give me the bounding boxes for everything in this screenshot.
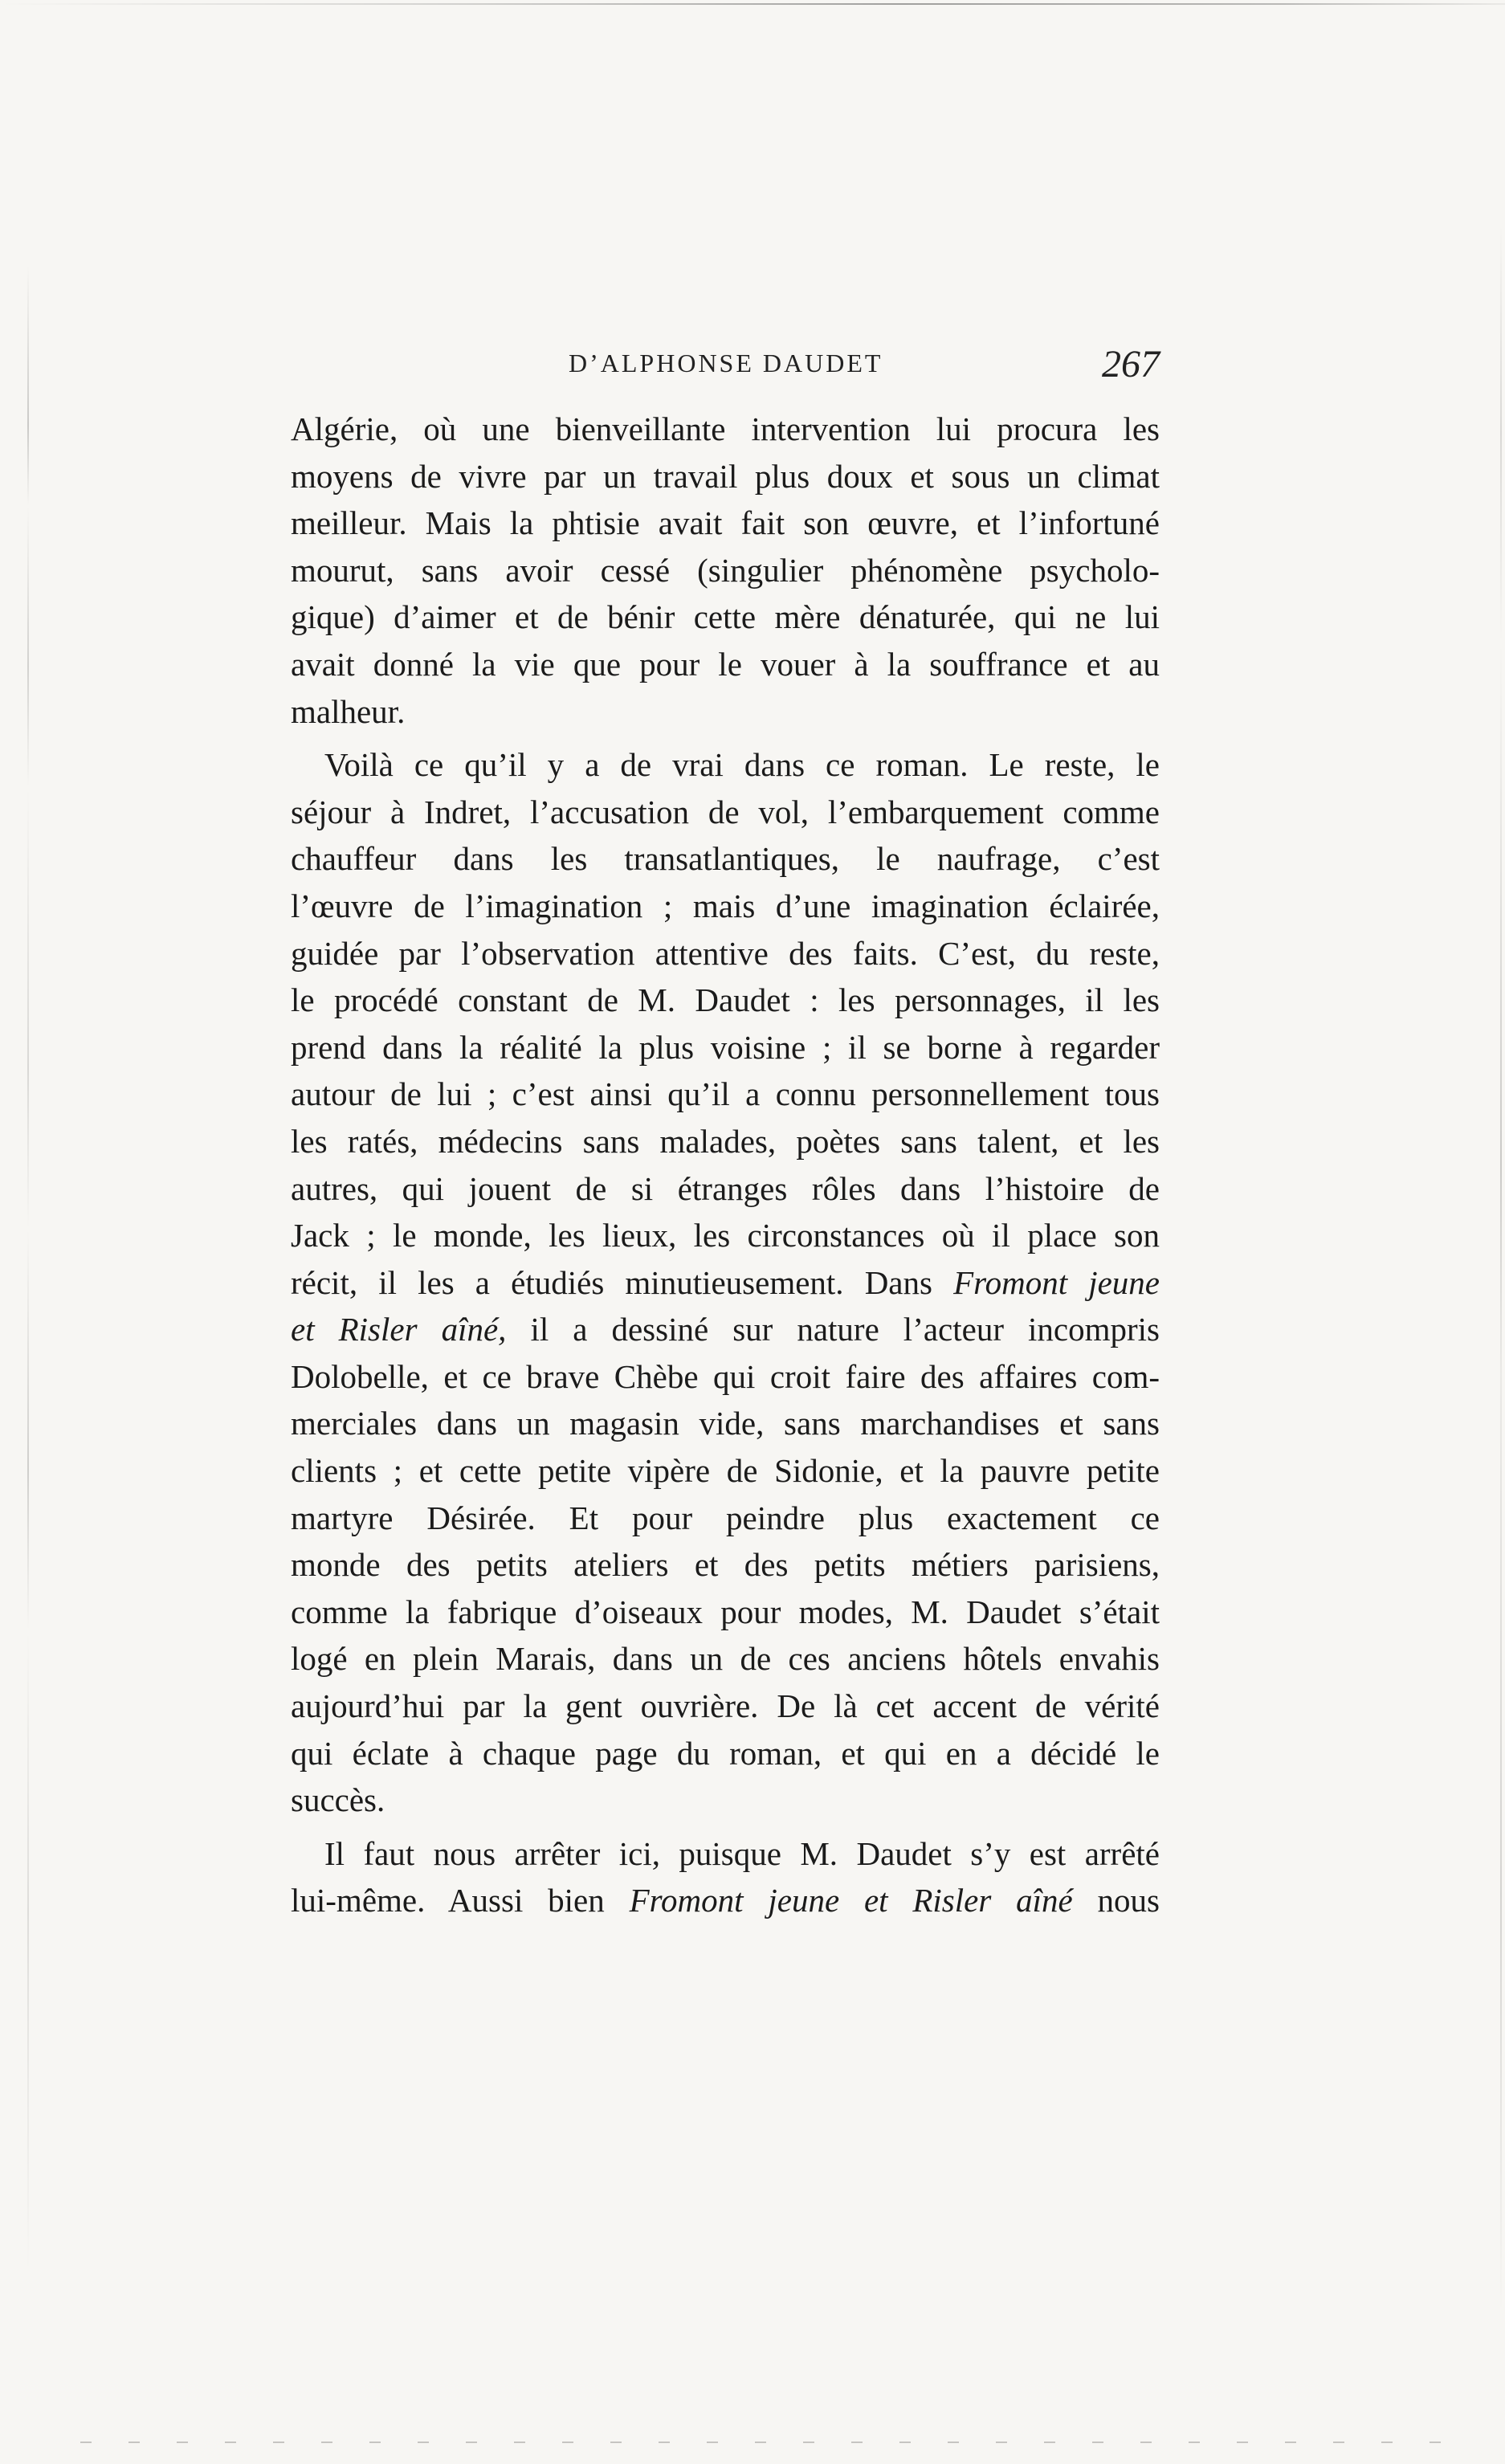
text-fragment: récit, il les a étudiés minutieusement. Dans bbox=[291, 1263, 932, 1301]
text-line: prend dans la réalité la plus voisine ; il se borne à regarder bbox=[291, 1028, 1160, 1066]
text-fragment: il a dessiné sur nature l’acteur incompris bbox=[506, 1311, 1160, 1348]
text-line: guidée par l’observation attentive des faits. C’est, du reste, bbox=[291, 934, 1160, 972]
paragraph-gap bbox=[291, 735, 1160, 741]
text-line: meilleur. Mais la phtisie avait fait son œuvre, et l’infortuné bbox=[291, 504, 1160, 542]
italic-title: Fromont jeune bbox=[953, 1263, 1160, 1301]
paragraph bbox=[291, 1830, 1160, 1924]
text-line: gique) d’aimer et de bénir cette mère dénaturée, qui ne lui bbox=[291, 598, 1160, 636]
text-line bbox=[291, 1306, 1160, 1353]
text-line: qui éclate à chaque page du roman, et qui en a décidé le bbox=[291, 1734, 1160, 1772]
text-line: aujourd’hui par la gent ouvrière. De là cet accent de vérité bbox=[291, 1687, 1160, 1725]
page-header bbox=[291, 344, 1160, 400]
running-head: D’ALPHONSE DAUDET bbox=[569, 349, 883, 377]
text-line: les ratés, médecins sans malades, poètes sans talent, et les bbox=[291, 1122, 1160, 1160]
text-line: succès. bbox=[291, 1781, 385, 1819]
text-line: avait donné la vie que pour le vouer à la souffrance et au bbox=[291, 645, 1160, 683]
text-line: Dolobelle, et ce brave Chèbe qui croit faire des affaires com- bbox=[291, 1357, 1160, 1395]
text-fragment: nous bbox=[1097, 1882, 1160, 1919]
text-line: l’œuvre de l’imagination ; mais d’une imagination éclairée, bbox=[291, 887, 1160, 924]
scan-bottom-edge bbox=[80, 2442, 1446, 2443]
text-line: mourut, sans avoir cessé (singulier phénomène psycholo- bbox=[291, 551, 1160, 589]
text-line: autour de lui ; c’est ainsi qu’il a connu personnellement tous bbox=[291, 1075, 1160, 1113]
italic-title: et Risler aîné, bbox=[291, 1311, 507, 1348]
text-line: Il faut nous arrêter ici, puisque M. Daudet s’y est arrêté bbox=[324, 1834, 1160, 1872]
text-line bbox=[291, 1259, 1160, 1307]
text-line: séjour à Indret, l’accusation de vol, l’embarquement comme bbox=[291, 793, 1160, 830]
text-line: clients ; et cette petite vipère de Sidonie, et la pauvre petite bbox=[291, 1452, 1160, 1490]
text-line: merciales dans un magasin vide, sans marchandises et sans bbox=[291, 1405, 1160, 1442]
text-line bbox=[291, 1877, 1160, 1924]
paragraph bbox=[291, 406, 1160, 735]
text-line: autres, qui jouent de si étranges rôles dans l’histoire de bbox=[291, 1169, 1160, 1207]
body-text bbox=[291, 406, 1160, 1924]
text-line: moyens de vivre par un travail plus doux et sous un climat bbox=[291, 457, 1160, 495]
text-line: le procédé constant de M. Daudet : les personnages, il les bbox=[291, 981, 1160, 1019]
text-line: chauffeur dans les transatlantiques, le naufrage, c’est bbox=[291, 840, 1160, 878]
page-number: 267 bbox=[1102, 343, 1160, 386]
text-fragment: lui-même. Aussi bien bbox=[291, 1882, 605, 1919]
scan-right-edge bbox=[1500, 225, 1502, 2313]
text-line: martyre Désirée. Et pour peindre plus exactement ce bbox=[291, 1499, 1160, 1536]
text-line: Algérie, où une bienveillante intervention lui procura les bbox=[291, 410, 1160, 447]
italic-title: Fromont jeune et Risler aîné bbox=[629, 1882, 1073, 1919]
text-line: logé en plein Marais, dans un de ces anciens hôtels envahis bbox=[291, 1640, 1160, 1678]
text-line: malheur. bbox=[291, 692, 406, 730]
text-line: Jack ; le monde, les lieux, les circonstances où il place son bbox=[291, 1217, 1160, 1254]
paragraph-gap bbox=[291, 1824, 1160, 1830]
text-line: Voilà ce qu’il y a de vrai dans ce roman. Le reste, le bbox=[324, 746, 1160, 784]
scan-top-edge bbox=[0, 3, 1505, 5]
text-line: monde des petits ateliers et des petits métiers parisiens, bbox=[291, 1546, 1160, 1584]
paragraph bbox=[291, 741, 1160, 1824]
scan-left-edge bbox=[27, 265, 29, 2273]
text-line: comme la fabrique d’oiseaux pour modes, M. Daudet s’était bbox=[291, 1593, 1160, 1630]
